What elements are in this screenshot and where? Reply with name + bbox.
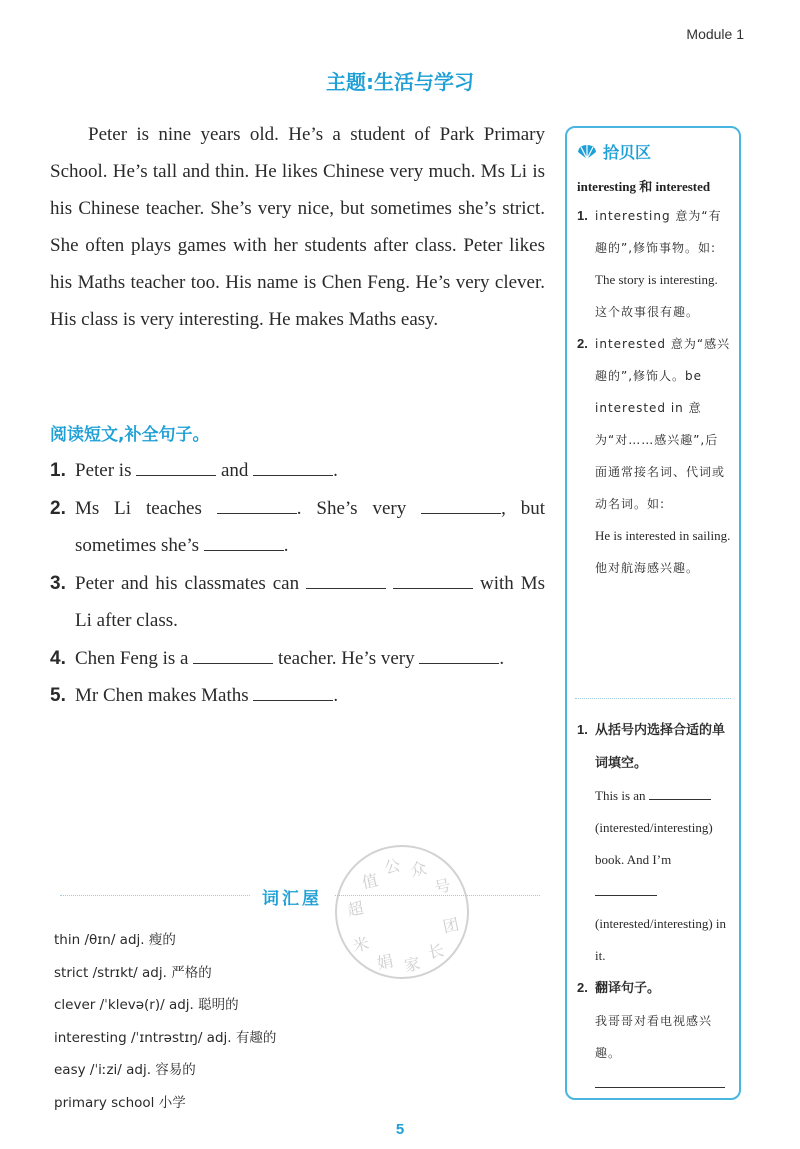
side-question-title: 翻译句子。	[595, 981, 661, 996]
passage-text: Peter is nine years old. He’s a student of Park Primary School. He’s tall and thin. He likes Chinese very much. Ms Li is his Chinese teacher. She’s very nice, but sometimes she’s strict. She often plays games with her students after class. Peter likes his Maths teacher too. His name is Chen Feng. He’s very clever. His class is very interesting. He makes Maths easy.	[50, 124, 545, 330]
sidebar-title: 拾贝区	[603, 143, 652, 162]
side-question-number: 1.	[577, 722, 588, 737]
exercise-instruction: 阅读短文,补全句子。	[50, 425, 210, 445]
answer-blank[interactable]	[253, 686, 333, 701]
question-number: 1.	[50, 460, 66, 481]
question-text: .	[333, 460, 338, 481]
vocab-item: clever /ˈklevə(r)/ adj. 聪明的	[54, 997, 239, 1013]
side-question-text: This is an	[595, 788, 646, 803]
question-number: 3.	[50, 572, 66, 594]
note-2	[577, 328, 731, 584]
question-text: Ms Li teaches	[75, 497, 202, 519]
stamp-char: 家	[402, 953, 422, 976]
shell-icon	[577, 144, 597, 160]
question-number: 2.	[50, 497, 66, 519]
page-number: 5	[395, 1121, 405, 1138]
question-text: .	[333, 685, 339, 706]
question-1	[50, 452, 545, 490]
watermark-stamp	[323, 833, 482, 992]
note-example-en: He is interested in sailing.	[595, 528, 731, 543]
note-number: 2.	[577, 336, 588, 351]
stamp-char: 众	[408, 858, 429, 881]
sidebar-subtitle: interesting 和 interested	[577, 179, 711, 194]
side-question-title: 从括号内选择合适的单词填空。	[595, 723, 726, 771]
stamp-char: 娟	[375, 951, 395, 974]
note-number: 1.	[577, 208, 588, 223]
answer-blank[interactable]	[136, 461, 216, 476]
tips-sidebar	[565, 126, 741, 1100]
note-1	[577, 200, 731, 328]
stamp-char: 号	[432, 875, 453, 898]
question-text: Mr Chen makes Maths	[75, 685, 249, 706]
answer-blank[interactable]	[193, 649, 273, 664]
side-question-text: (interested/interesting) book. And I’m	[595, 820, 713, 867]
translation-answer-line[interactable]	[595, 1087, 725, 1088]
vocab-item: interesting /ˈɪntrəstɪŋ/ adj. 有趣的	[54, 1029, 277, 1046]
side-question-1	[577, 714, 731, 972]
vocab-title: 词汇屋	[250, 884, 334, 909]
question-text: .	[283, 535, 289, 556]
note-example-zh: 这个故事很有趣。	[595, 305, 700, 319]
stamp-char: 团	[441, 914, 461, 937]
side-question-text: (interested/interesting) in it.	[595, 916, 727, 963]
question-text: , but sometimes she’s	[75, 497, 546, 556]
question-3	[50, 565, 545, 640]
question-text: . She’s very	[296, 497, 407, 519]
answer-blank[interactable]	[393, 574, 473, 589]
vocab-item: easy /ˈiːzi/ adj. 容易的	[54, 1062, 196, 1078]
note-example-zh: 他对航海感兴趣。	[595, 561, 700, 575]
stamp-char: 超	[345, 898, 366, 921]
stamp-char: 公	[382, 855, 403, 878]
side-question-2	[577, 972, 731, 1069]
answer-blank[interactable]	[253, 461, 333, 476]
page-title: 主题:生活与学习	[326, 70, 474, 94]
question-text: with Ms Li after class.	[75, 572, 546, 631]
sidebar-header	[577, 140, 651, 163]
answer-blank[interactable]	[217, 499, 297, 514]
question-list	[50, 452, 545, 715]
question-text: teacher. He’s very	[277, 647, 415, 669]
stamp-char: 长	[426, 940, 446, 963]
answer-blank[interactable]	[595, 885, 657, 896]
side-question-text: 我哥哥对看电视感兴趣。	[595, 1014, 713, 1060]
reading-passage	[50, 116, 545, 338]
side-question-number: 2.	[577, 980, 588, 995]
vocab-item: primary school 小学	[54, 1094, 186, 1111]
question-text: Peter and his classmates can	[75, 572, 300, 594]
sidebar-divider	[575, 698, 731, 699]
stamp-char: 米	[351, 933, 371, 956]
question-number: 4.	[50, 647, 66, 669]
answer-blank[interactable]	[204, 536, 284, 551]
note-text: interesting 意为“有趣的”,修饰事物。如:	[595, 209, 722, 255]
note-example-en: The story is interesting.	[595, 272, 718, 287]
question-text: .	[499, 647, 505, 669]
answer-blank[interactable]	[421, 499, 501, 514]
sidebar-notes	[577, 200, 731, 584]
answer-blank[interactable]	[306, 574, 386, 589]
vocab-item: strict /strɪkt/ adj. 严格的	[54, 964, 212, 981]
vocab-list	[54, 924, 276, 1119]
answer-blank[interactable]	[649, 789, 711, 800]
stamp-char: 值	[360, 870, 380, 893]
module-label: Module 1	[686, 26, 744, 42]
question-text: and	[220, 460, 249, 481]
question-5	[50, 677, 545, 715]
sidebar-exercise	[577, 714, 731, 1088]
question-number: 5.	[50, 685, 66, 706]
question-text: Chen Feng is a	[75, 647, 189, 669]
note-text: interested 意为“感兴趣的”,修饰人。be interested in 意为“对……感兴趣”,后面通常接名词、代词或动名词。如:	[595, 337, 731, 511]
vocab-item: thin /θɪn/ adj. 瘦的	[54, 932, 176, 948]
answer-blank[interactable]	[419, 649, 499, 664]
question-2	[50, 490, 545, 565]
question-text: Peter is	[75, 460, 132, 481]
question-4	[50, 640, 545, 678]
